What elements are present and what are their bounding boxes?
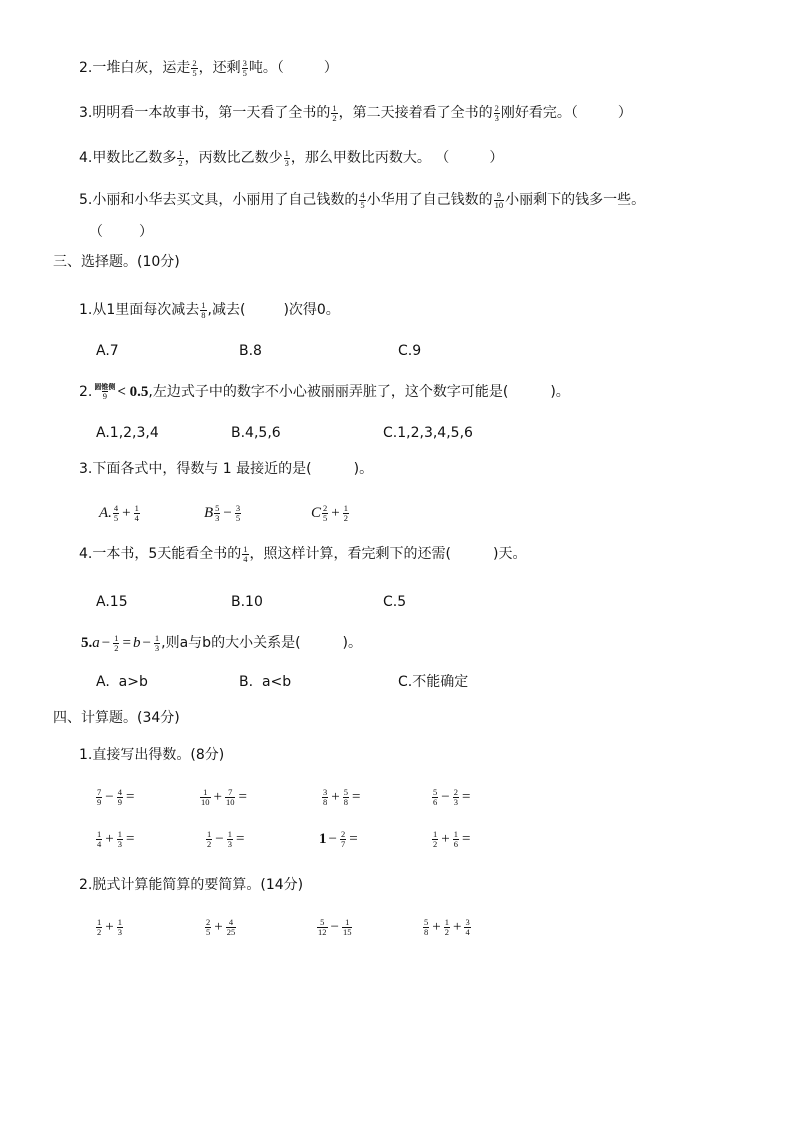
calc-item[interactable]: $\frac{7}{9}$ − $\frac{4}{9}$ = — [97, 786, 135, 807]
calc-item[interactable]: $\frac{2}{5}$ + $\frac{4}{25}$ — [206, 916, 236, 937]
calc-item[interactable]: $\frac{5}{6}$ − $\frac{2}{3}$ = — [433, 786, 471, 807]
judge-q4: 4.甲数比乙数多 $\frac{1}{2}$ ，丙数比乙数少 $\frac{1}{3}$ ，那么甲数比丙数大。 （ ） — [79, 147, 504, 168]
choice-q4-option-a[interactable]: A.15 — [96, 594, 128, 610]
section-title-calc: 四、计算题。(34分) — [53, 710, 180, 726]
choice-q4-option-b[interactable]: B.10 — [231, 594, 263, 610]
choice-q3-option-a[interactable]: A. $\frac{4}{5}$ + $\frac{1}{4}$ — [99, 502, 139, 523]
judge-q5: 5.小丽和小华去买文具，小丽用了自己钱数的 $\frac{4}{5}$ 小华用了自己钱数的 $\frac{9}{10}$ 小丽剩下的钱多一些。 — [79, 189, 646, 210]
fraction: $\frac{3}{5}$ — [242, 57, 247, 78]
choice-q2: 2. 圆锥侧 9 < 0.5,左边式子中的数字不小心被丽丽弄脏了，这个数字可能是( )。 — [79, 383, 570, 401]
calc-item[interactable]: $\frac{5}{8}$ + $\frac{1}{2}$ + $\frac{3}{4}$ — [424, 916, 470, 937]
choice-q2-option-c[interactable]: C.1,2,3,4,5,6 — [383, 425, 473, 441]
judge-q3: 3.明明看一本故事书，第一天看了全书的 $\frac{1}{2}$ ，第二天接着看了全书的 $\frac{2}{3}$ 刚好看完。（ ） — [79, 102, 632, 123]
choice-q5: 5.a − $\frac{1}{2}$ = b − $\frac{1}{3}$ ,则a与b的大小关系是( )。 — [81, 632, 363, 653]
choice-q3: 3.下面各式中，得数与 1 最接近的是( )。 — [79, 461, 374, 477]
choice-q4: 4.一本书，5天能看全书的 $\frac{1}{4}$ ，照这样计算，看完剩下的还需( )天。 — [79, 543, 527, 564]
choice-q1-option-b[interactable]: B.8 — [239, 343, 262, 359]
choice-q1: 1.从1里面每次减去 $\frac{1}{8}$ ,减去( )次得0。 — [79, 299, 340, 320]
choice-q2-option-a[interactable]: A.1,2,3,4 — [96, 425, 159, 441]
calc-sub2-title: 2.脱式计算能简算的要简算。(14分) — [79, 877, 304, 893]
fraction: $\frac{9}{10}$ — [494, 189, 504, 210]
choice-q4-option-c[interactable]: C.5 — [383, 594, 407, 610]
choice-q5-option-b[interactable]: B. a<b — [239, 674, 292, 690]
fraction: $\frac{1}{2}$ — [178, 147, 183, 168]
choice-q5-option-a[interactable]: A. a>b — [96, 674, 148, 690]
fraction: 圆锥侧 9 — [94, 383, 116, 401]
calc-item[interactable]: $\frac{1}{2}$ + $\frac{1}{6}$ = — [433, 828, 471, 849]
calc-item[interactable]: 1 − $\frac{2}{7}$ = — [319, 828, 358, 849]
judge-q2: 2.一堆白灰，运走 $\frac{2}{5}$ ，还剩 $\frac{3}{5}$ 吨。（ ） — [79, 57, 338, 78]
calc-item[interactable]: $\frac{1}{2}$ + $\frac{1}{3}$ — [97, 916, 122, 937]
calc-sub1-title: 1.直接写出得数。(8分) — [79, 747, 225, 763]
smudged-numerator: 圆锥侧 — [94, 383, 116, 391]
fraction: $\frac{1}{4}$ — [243, 543, 248, 564]
calc-item[interactable]: $\frac{1}{10}$ + $\frac{7}{10}$ = — [201, 786, 247, 807]
section-title-choice: 三、选择题。(10分) — [53, 254, 180, 270]
calc-item[interactable]: $\frac{1}{4}$ + $\frac{1}{3}$ = — [97, 828, 135, 849]
fraction: $\frac{2}{5}$ — [192, 57, 197, 78]
choice-q1-option-c[interactable]: C.9 — [398, 343, 422, 359]
choice-q3-option-b[interactable]: B $\frac{5}{3}$ − $\frac{3}{5}$ — [204, 502, 241, 523]
choice-q1-option-a[interactable]: A.7 — [96, 343, 119, 359]
fraction: $\frac{1}{2}$ — [332, 102, 337, 123]
choice-q5-option-c[interactable]: C.不能确定 — [398, 674, 469, 690]
calc-item[interactable]: $\frac{5}{12}$ − $\frac{1}{15}$ — [318, 916, 352, 937]
calc-item[interactable]: $\frac{1}{2}$ − $\frac{1}{3}$ = — [207, 828, 245, 849]
calc-item[interactable]: $\frac{3}{8}$ + $\frac{5}{8}$ = — [323, 786, 361, 807]
choice-q2-option-b[interactable]: B.4,5,6 — [231, 425, 281, 441]
fraction: $\frac{2}{3}$ — [494, 102, 499, 123]
judge-q5-answer-line: （ ） — [89, 224, 153, 240]
fraction: $\frac{1}{8}$ — [201, 299, 206, 320]
fraction: $\frac{4}{5}$ — [360, 189, 365, 210]
choice-q3-option-c[interactable]: C $\frac{2}{5}$ + $\frac{1}{2}$ — [311, 502, 348, 523]
fraction: $\frac{1}{3}$ — [284, 147, 289, 168]
